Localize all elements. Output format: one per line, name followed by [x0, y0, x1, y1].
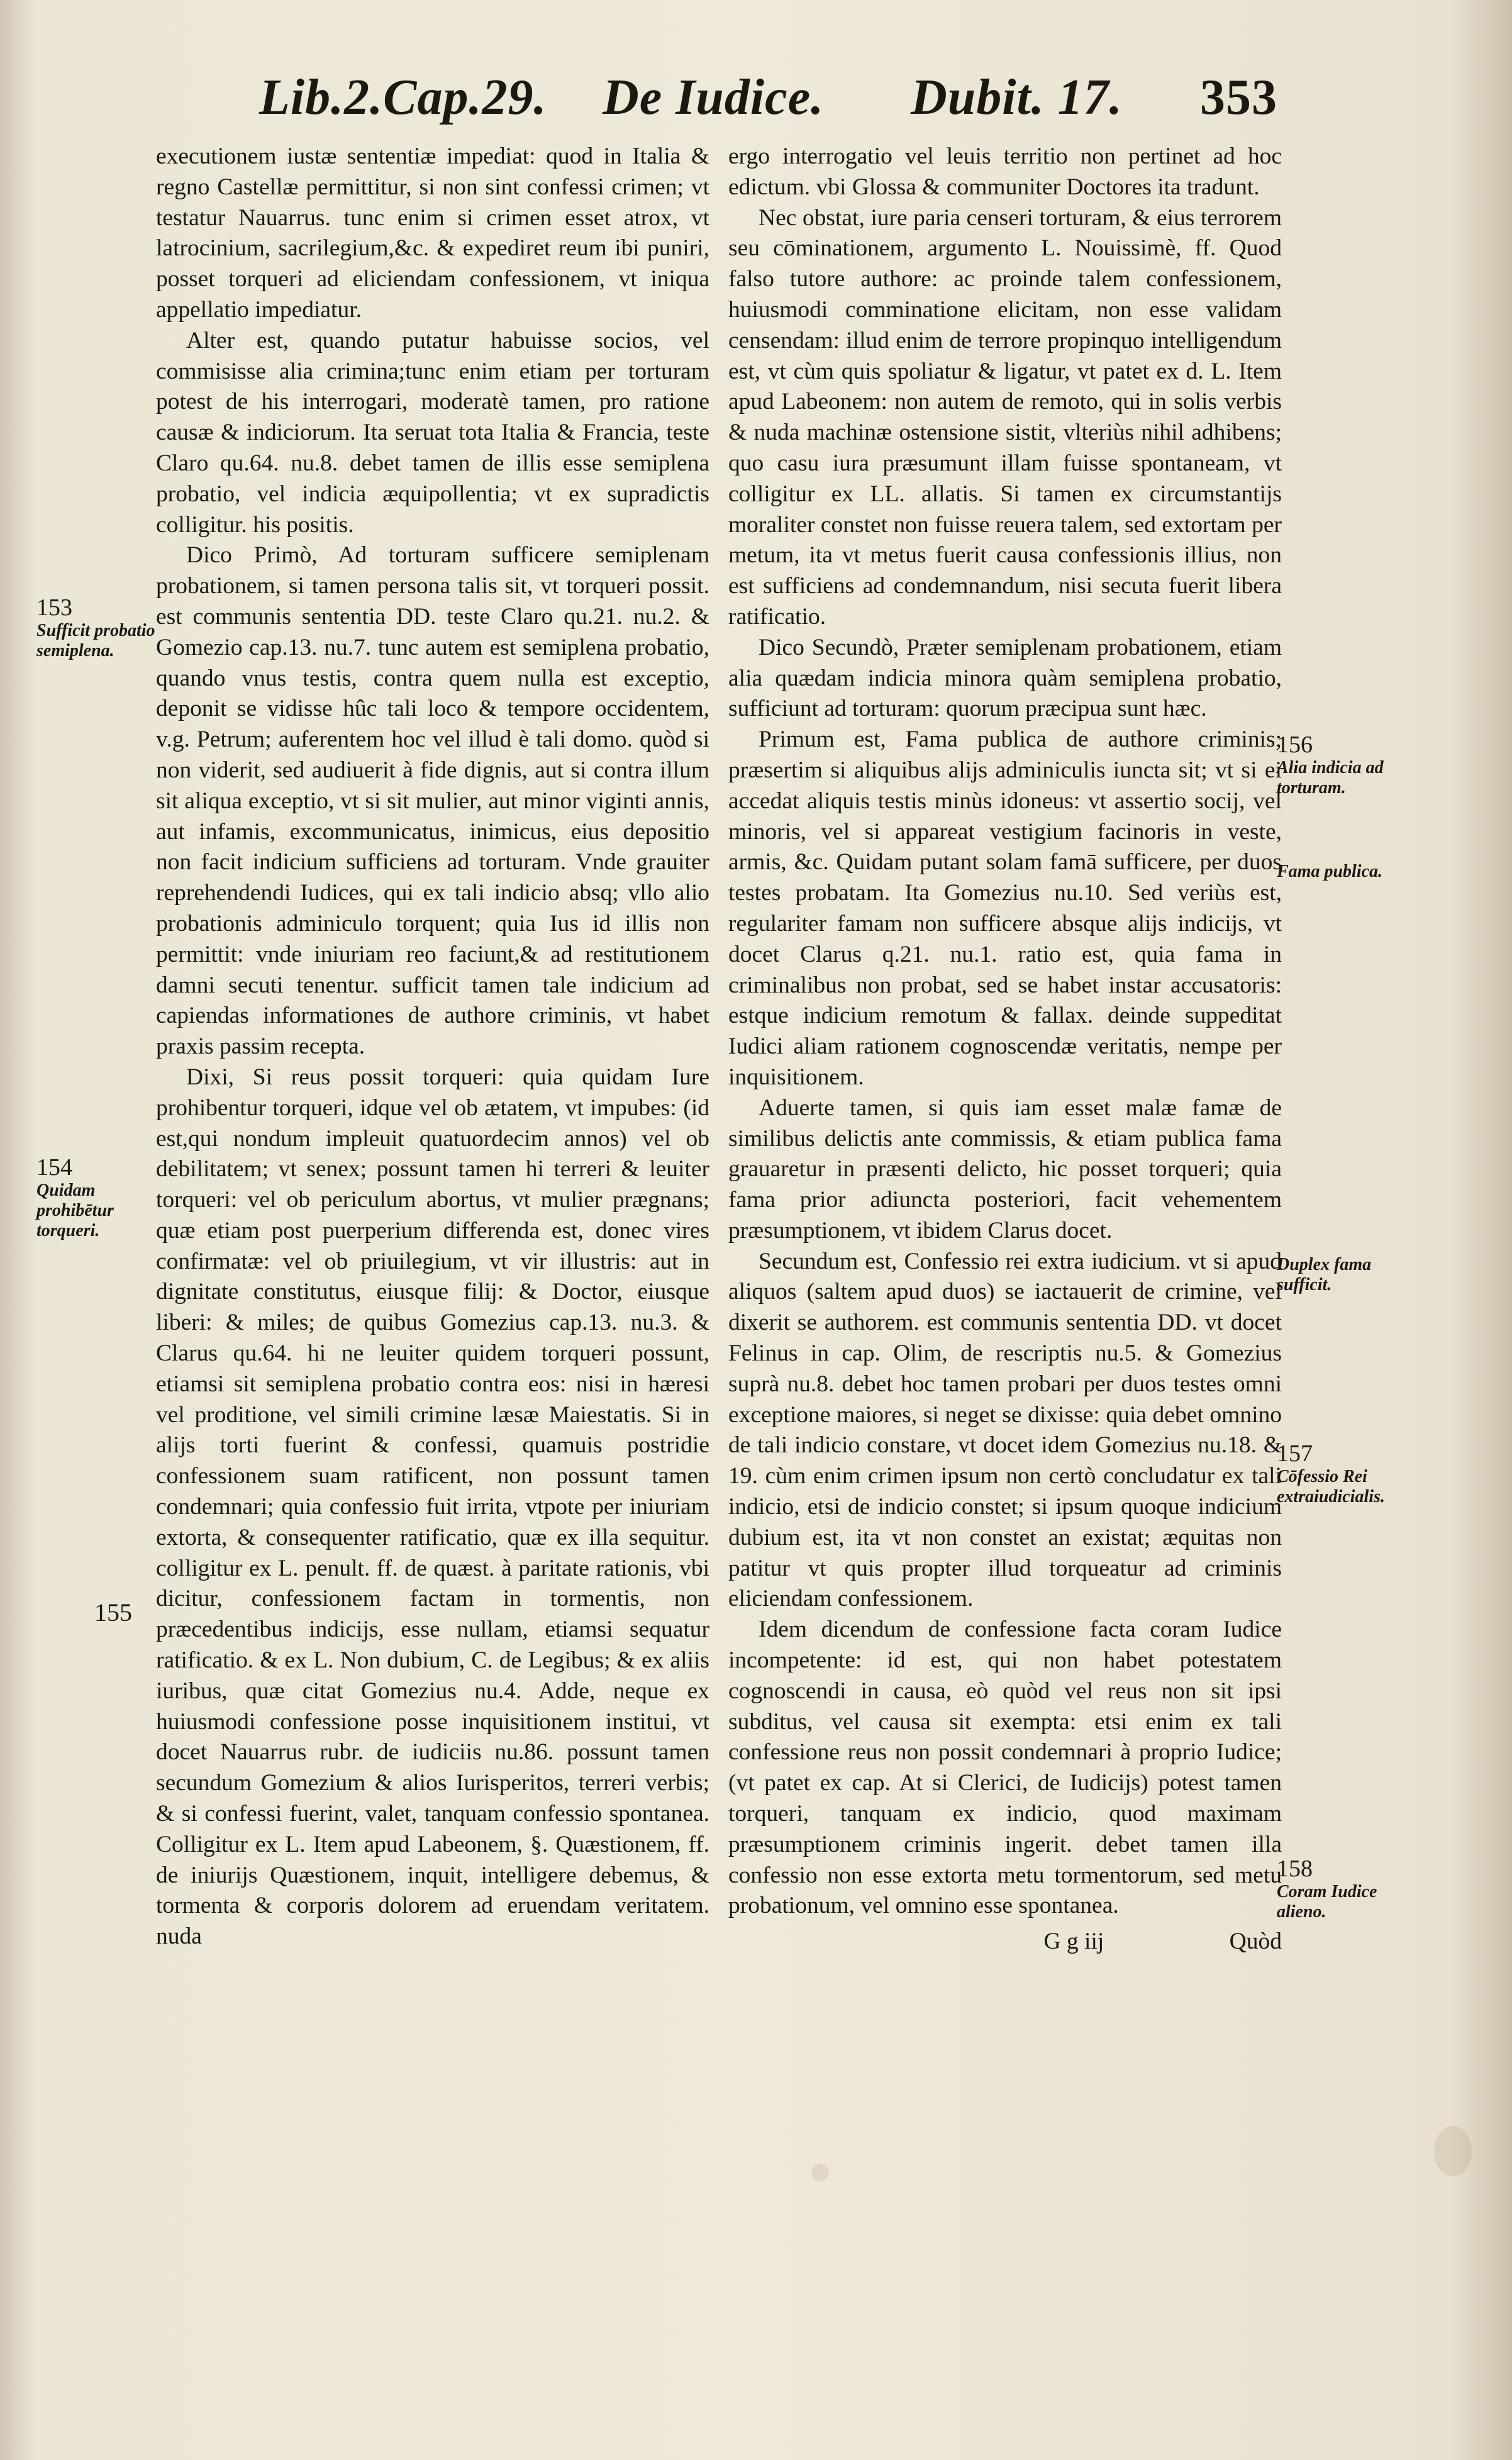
header-dubitatio: Dubit. 17.	[911, 70, 1123, 125]
signature-mark: G g iij	[1043, 1928, 1104, 1955]
margin-note-text: Quidam prohibētur torqueri.	[36, 1181, 114, 1240]
paragraph: ergo interrogatio vel leuis territio non pertinet ad hoc edictum. vbi Glossa & communiter Doctores ita tradunt.	[728, 143, 1282, 200]
margin-note-number: 156	[1277, 732, 1313, 758]
margin-note-fama-publica	[1277, 862, 1396, 882]
paragraph: executionem iustæ sententiæ impediat: quod in Italia & regno Castellæ permittitur, si non sint confessi crimen; vt testatur Nauarrus. tunc enim si crimen esset atrox, vt latrocinium, sacrilegium,&c. & expediret reum ibi puniri, posset torqueri ad eliciendam confessionem, vt iniqua appellatio impediatur.	[156, 143, 709, 323]
margin-note-155: 155	[94, 1598, 132, 1627]
header-book-chapter: Lib.2.Cap.29.	[259, 70, 547, 125]
margin-note-156	[1277, 732, 1396, 798]
paragraph: Aduerte tamen, si quis iam esset malæ famæ de similibus delictis ante commissis, & etiam publica fama grauaretur in præsenti delicto, hic posset torqueri; quia fama prior adiuncta posteriori, facit vehementem præsumptionem, vt ibidem Clarus docet.	[728, 1094, 1282, 1244]
paragraph: Idem dicendum de confessione facta coram Iudice incompetente: id est, qui non habet potestatem cognoscendi in causa, eò quòd vel reus non sit ipsi subditus, vel causa sit exempta: etsi enim ex tali confessione reus non possit condemnari à proprio Iudice; (vt patet ex cap. At si Clerici, de Iudicijs) potest tamen torqueri, tanquam ex indicio, quod maximam præsumptionem criminis ingerit. debet tamen illa confessio non esse extorta metu tormentorum, sed metu probationum, vel omnino esse spontanea.	[728, 1617, 1282, 1919]
margin-note-text: Alia indicia ad torturam.	[1277, 758, 1384, 798]
page-footer	[728, 1927, 1282, 1957]
margin-note-number: 153	[36, 594, 72, 621]
paragraph: Alter est, quando putatur habuisse socios, vel commisisse alia crimina;tunc enim etiam per torturam potest de his interrogari, moderatè tamen, pro ratione causæ & indiciorum. Ita seruat tota Italia & Francia, teste Claro qu.64. nu.8. debet tamen de illis esse semiplena probatio, vel indicia æquipollentia; vt ex supradictis colligitur. his positis.	[156, 327, 709, 538]
paper-stain	[811, 2164, 829, 2181]
header-title: De Iudice.	[603, 70, 825, 125]
paragraph: Secundum est, Confessio rei extra iudicium. vt si apud aliquos (saltem apud duos) se iactauerit de crimine, vel dixerit se authorem. est communis sententia DD. vt docet Felinus in cap. Olim, de rescriptis nu.5. & Gomezius suprà nu.8. debet hoc tamen probari per duos testes omni exceptione maiores, si neget se dixisse: quia debet omnino de tali indicio constare, vt docet idem Gomezius nu.18. & 19. cùm enim crimen ipsum non certò concludatur ex tali indicio, etsi de indicio constet; si ipsum quoque indicium dubium est, ita vt non constet an existat; æquitas non patitur vt quis propter illud torqueatur ad criminis eliciendam confessionem.	[728, 1248, 1282, 1612]
margin-note-text: Sufficit probatio semiplena.	[36, 621, 155, 660]
running-header	[0, 69, 1512, 138]
paragraph: Primum est, Fama publica de authore criminis; præsertim si aliquibus alijs adminiculis iuncta sit; vt si ei accedat aliquis testis minùs idoneus: vt assertio socij, vel minoris, vel si appareat vestigium facinoris in veste, armis, &c. Quidam putant solam famā sufficere, per duos testes probatam. Ita Gomezius nu.10. Sed veriùs est, regulariter famam non sufficere absque alijs indicijs, vt docet Clarus q.21. nu.1. ratio est, quia fama in criminalibus non probat, sed se habet instar accusatoris: estque indicium remotum & fallax. deinde suppeditat Iudici aliam rationem cognoscendæ veritatis, nempe per inquisitionem.	[728, 726, 1282, 1090]
paper-stain	[1434, 2126, 1472, 2176]
paragraph: Dico Primò, Ad torturam sufficere semiplenam probationem, si tamen persona talis sit, vt torqueri possit. est communis sententia DD. teste Claro qu.21. nu.2. & Gomezio cap.13. nu.7. tunc autem est semiplena probatio, quando vnus testis, contra quem nulla est exceptio, deponit se vidisse hûc tali loco & tempore occidentem, v.g. Petrum; auferentem hoc vel illud è tali domo. quòd si non viderit, sed audiuerit à fide dignis, aut si contra illum sit aliqua exceptio, vt si sit mulier, aut minor viginti annis, aut infamis, excommunicatus, inimicus, eius depositio non facit indicium sufficiens ad torturam. Vnde grauiter reprehendendi Iudices, qui ex tali indicio absq; vllo alio probationis adminiculo torquent; quia Ius id illis non permittit: vnde iniuriam reo faciunt,& ad restitutionem damni secuti tenentur. sufficit tamen tale indicium ad capiendas informationes de authore criminis, vt habet praxis passim recepta.	[156, 542, 709, 1060]
margin-note-158	[1277, 1856, 1396, 1922]
margin-note-text: Coram Iudice alieno.	[1277, 1882, 1377, 1922]
margin-note-157	[1277, 1440, 1396, 1507]
right-text-column	[728, 142, 1282, 1957]
paragraph: Dixi, Si reus possit torqueri: quia quidam Iure prohibentur torqueri, idque vel ob ætatem, vt impubes: (id est,qui nondum impleuit quatuordecim annos) vel ob debilitatem; vt senex; possunt tamen hi terreri & leuiter torqueri: vel ob periculum abortus, vt mulier prægnans; quæ etiam post puerperium differenda est, donec vires confirmatæ: vel ob priuilegium, vt vir illustris: aut in dignitate constitutus, eiusque filij: & Doctor, eiusque liberi: & miles; de quibus Gomezius cap.13. nu.3. & Clarus qu.64. hi ne leuiter quidem torqueri possunt, etiamsi sit semiplena probatio contra eos: nisi in hæresi vel proditione, vel simili crimine læsæ Maiestatis. Si in alijs torti fuerint & confessi, quamuis postridie confessionem suam ratificent, non possunt tamen condemnari; quia confessio fuit irrita, vtpote per iniuriam extorta, & consequenter ratificatio, quæ ex illa sequitur. colligitur ex L. penult. ff. de quæst. à paritate rationis, vbi dicitur, confessionem factam in tormentis, non præcedentibus indicijs, esse nullam, etiamsi sequatur ratificatio. & ex L. Non dubium, C. de Legibus; & ex aliis iuribus, quæ citat Gomezius nu.4. Adde, neque ex huiusmodi confessione posse inquisitionem institui, vt docet Nauarrus rubr. de iudiciis nu.86. possunt tamen secundum Gomezium & alios Iurisperitos, terreri verbis; & si confessi fuerint, valet, tanquam confessio spontanea. Colligitur ex L. Item apud Labeonem, §. Quæstionem, ff. de iniurijs Quæstionem, inquit, intelligere debemus, & tormenta & corporis dolorem ad eruendam veritatem. nuda	[156, 1064, 709, 1950]
folio-number: 353	[1200, 70, 1277, 125]
margin-note-text: Duplex fama sufficit.	[1277, 1255, 1372, 1294]
margin-note-153	[36, 594, 156, 661]
margin-note-number: 154	[36, 1154, 72, 1181]
paragraph: Nec obstat, iure paria censeri torturam, & eius terrorem seu cōminationem, argumento L. Nouissimè, ff. Quod falso tutore authore: ac proinde talem confessionem, huiusmodi comminatione elicitam, non esse validam censendam: illud enim de terrore propinquo intelligendum est, vt cùm quis spoliatur & ligatur, vt patet ex d. L. Item apud Labeonem: non autem de remoto, qui in solis verbis & nuda machinæ ostensione sistit, vlteriùs nihil adhibens; quo casu iura præsumunt illam fuisse spontaneam, vt colligitur ex LL. allatis. Si tamen ex circumstantijs moraliter constet non fuisse reuera talem, sed extortam per metum, ita vt metus fuerit causa confessionis illius, non est sufficiens ad condemnandum, nisi secuta fuerit libera ratificatio.	[728, 204, 1282, 630]
margin-note-duplex-fama	[1277, 1255, 1396, 1295]
left-text-column	[156, 142, 709, 1952]
margin-note-number: 157	[1277, 1440, 1313, 1467]
margin-note-154	[36, 1154, 156, 1241]
paragraph: Dico Secundò, Præter semiplenam probationem, etiam alia quædam indicia minora quàm semiplena probatio, sufficiunt ad torturam: quorum præcipua sunt hæc.	[728, 634, 1282, 722]
margin-note-number: 158	[1277, 1856, 1313, 1882]
margin-note-text: Cōfessio Rei extraiudicialis.	[1277, 1467, 1385, 1506]
margin-note-text: Fama publica.	[1277, 862, 1383, 881]
catchword: Quòd	[1229, 1928, 1282, 1955]
